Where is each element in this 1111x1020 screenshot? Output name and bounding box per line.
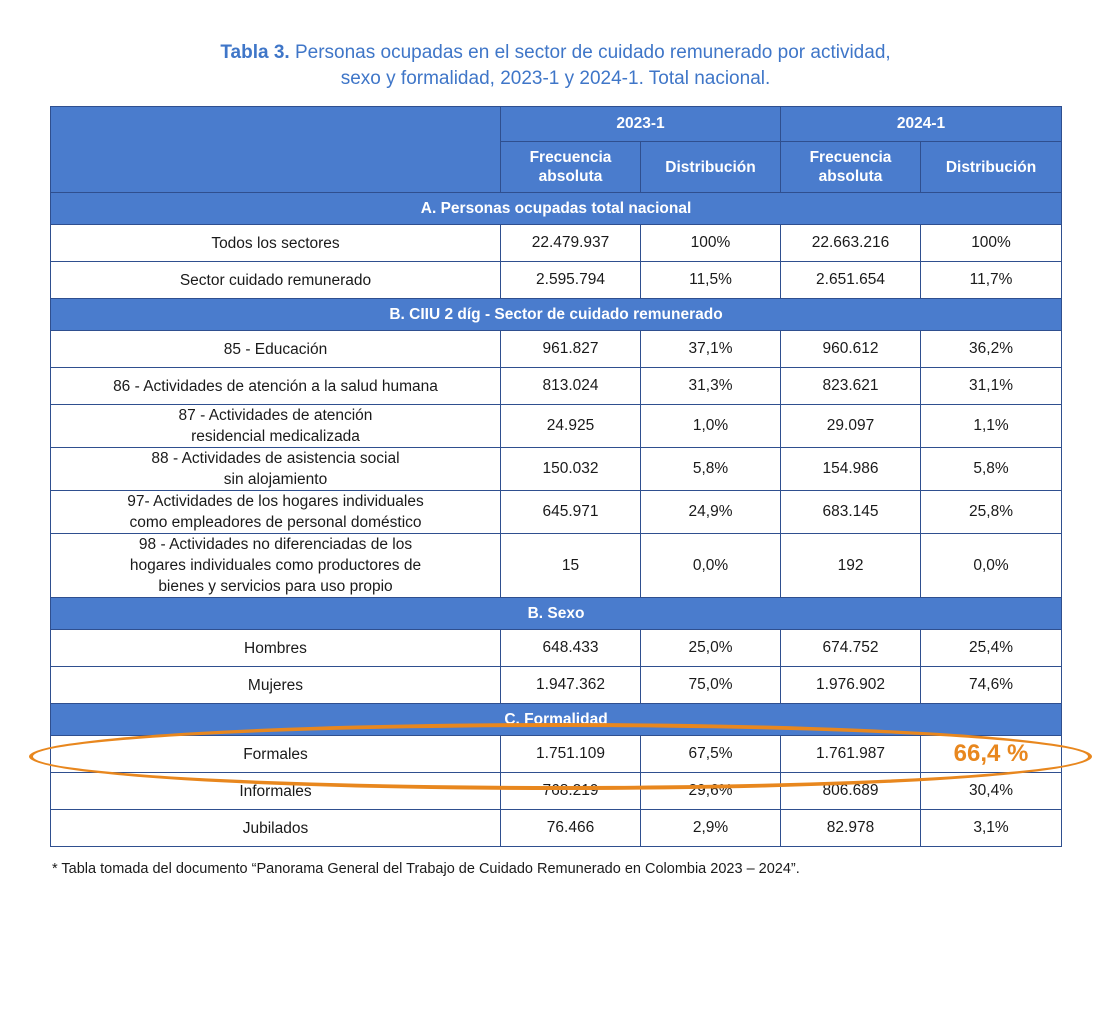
row-value: 192 xyxy=(781,534,921,598)
row-value: 674.752 xyxy=(781,630,921,667)
row-label: Jubilados xyxy=(51,810,501,847)
highlighted-value: 66,4 % xyxy=(921,736,1062,773)
table-row xyxy=(51,736,1062,773)
column-header: Frecuencia absoluta xyxy=(501,142,641,193)
table-row xyxy=(51,491,1062,534)
column-header: Distribución xyxy=(641,142,781,193)
row-value: 960.612 xyxy=(781,331,921,368)
section-header: B. CIIU 2 díg - Sector de cuidado remunerado xyxy=(51,299,1062,331)
row-value: 806.689 xyxy=(781,773,921,810)
row-value: 31,1% xyxy=(921,368,1062,405)
row-value: 67,5% xyxy=(641,736,781,773)
row-value: 2.595.794 xyxy=(501,262,641,299)
table-row xyxy=(51,810,1062,847)
row-value: 76.466 xyxy=(501,810,641,847)
section-header: B. Sexo xyxy=(51,598,1062,630)
row-label: Todos los sectores xyxy=(51,225,501,262)
page-title xyxy=(50,0,1061,106)
table-row xyxy=(51,225,1062,262)
row-value: 2,9% xyxy=(641,810,781,847)
column-header: Frecuencia absoluta xyxy=(781,142,921,193)
row-label: Informales xyxy=(51,773,501,810)
row-value: 15 xyxy=(501,534,641,598)
row-value: 25,4% xyxy=(921,630,1062,667)
period-header: 2024-1 xyxy=(781,107,1062,142)
section-header: A. Personas ocupadas total nacional xyxy=(51,193,1062,225)
table-row xyxy=(51,331,1062,368)
data-table xyxy=(50,106,1062,847)
row-value: 36,2% xyxy=(921,331,1062,368)
row-label: 97- Actividades de los hogares individuales como empleadores de personal doméstico xyxy=(51,491,501,534)
row-value: 823.621 xyxy=(781,368,921,405)
row-value: 25,0% xyxy=(641,630,781,667)
row-value: 1.947.362 xyxy=(501,667,641,704)
row-value: 11,5% xyxy=(641,262,781,299)
period-header: 2023-1 xyxy=(501,107,781,142)
row-value: 74,6% xyxy=(921,667,1062,704)
row-label: Sector cuidado remunerado xyxy=(51,262,501,299)
row-value: 22.479.937 xyxy=(501,225,641,262)
row-label: 88 - Actividades de asistencia social sin alojamiento xyxy=(51,448,501,491)
row-value: 3,1% xyxy=(921,810,1062,847)
row-value: 1.761.987 xyxy=(781,736,921,773)
row-value: 961.827 xyxy=(501,331,641,368)
row-value: 0,0% xyxy=(921,534,1062,598)
row-value: 1,1% xyxy=(921,405,1062,448)
table-corner-cell xyxy=(51,107,501,193)
row-value: 683.145 xyxy=(781,491,921,534)
table-row xyxy=(51,448,1062,491)
row-value: 29,6% xyxy=(641,773,781,810)
row-label: 85 - Educación xyxy=(51,331,501,368)
table-row xyxy=(51,773,1062,810)
row-value: 75,0% xyxy=(641,667,781,704)
row-value: 24.925 xyxy=(501,405,641,448)
row-label: 87 - Actividades de atención residencial medicalizada xyxy=(51,405,501,448)
table-row xyxy=(51,667,1062,704)
row-value: 768.219 xyxy=(501,773,641,810)
table-row xyxy=(51,534,1062,598)
title-strong: Tabla 3. xyxy=(220,42,290,63)
row-value: 25,8% xyxy=(921,491,1062,534)
row-value: 100% xyxy=(921,225,1062,262)
row-value: 24,9% xyxy=(641,491,781,534)
row-value: 0,0% xyxy=(641,534,781,598)
table-footnote: * Tabla tomada del documento “Panorama General del Trabajo de Cuidado Remunerado en Colombia 2023 – 2024”. xyxy=(52,861,800,877)
table-row xyxy=(51,405,1062,448)
row-value: 154.986 xyxy=(781,448,921,491)
row-label: Hombres xyxy=(51,630,501,667)
section-header: C. Formalidad xyxy=(51,704,1062,736)
row-value: 30,4% xyxy=(921,773,1062,810)
row-value: 100% xyxy=(641,225,781,262)
row-value: 1,0% xyxy=(641,405,781,448)
table-row xyxy=(51,630,1062,667)
row-value: 5,8% xyxy=(921,448,1062,491)
row-label: 86 - Actividades de atención a la salud humana xyxy=(51,368,501,405)
table-row xyxy=(51,262,1062,299)
title-rest: Personas ocupadas en el sector de cuidado remunerado por actividad, xyxy=(289,42,891,63)
row-value: 29.097 xyxy=(781,405,921,448)
row-value: 1.751.109 xyxy=(501,736,641,773)
row-value: 5,8% xyxy=(641,448,781,491)
table-row xyxy=(51,368,1062,405)
row-value: 37,1% xyxy=(641,331,781,368)
row-value: 22.663.216 xyxy=(781,225,921,262)
row-value: 82.978 xyxy=(781,810,921,847)
row-value: 648.433 xyxy=(501,630,641,667)
row-label: 98 - Actividades no diferenciadas de los hogares individuales como productores de bienes y servicios para uso propio xyxy=(51,534,501,598)
row-value: 11,7% xyxy=(921,262,1062,299)
row-value: 1.976.902 xyxy=(781,667,921,704)
row-label: Formales xyxy=(51,736,501,773)
title-line2: sexo y formalidad, 2023-1 y 2024-1. Total nacional. xyxy=(340,68,771,89)
row-value: 2.651.654 xyxy=(781,262,921,299)
row-value: 645.971 xyxy=(501,491,641,534)
column-header: Distribución xyxy=(921,142,1062,193)
row-value: 150.032 xyxy=(501,448,641,491)
row-value: 31,3% xyxy=(641,368,781,405)
row-value: 813.024 xyxy=(501,368,641,405)
row-label: Mujeres xyxy=(51,667,501,704)
